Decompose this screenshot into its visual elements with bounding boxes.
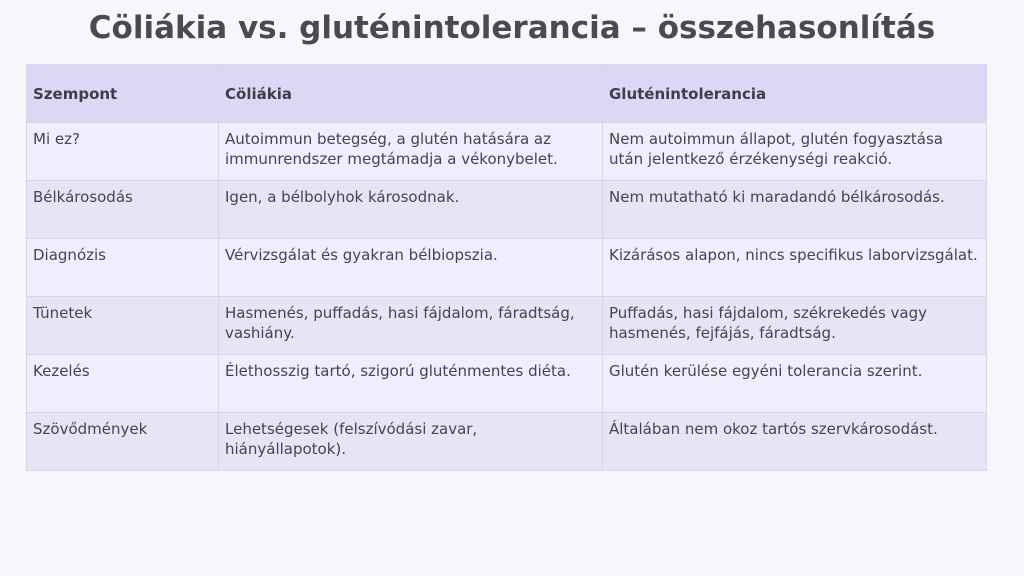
- header-gluten-intolerance: Gluténintolerancia: [603, 65, 987, 123]
- table-row: [27, 413, 987, 471]
- intolerance-cell: Kizárásos alapon, nincs specifikus laborvizsgálat.: [603, 239, 987, 297]
- table-header-row: [27, 65, 987, 123]
- table-row: [27, 239, 987, 297]
- table-row: [27, 297, 987, 355]
- intolerance-cell: Puffadás, hasi fájdalom, székrekedés vagy hasmenés, fejfájás, fáradtság.: [603, 297, 987, 355]
- celiac-cell: Lehetségesek (felszívódási zavar, hiányállapotok).: [219, 413, 603, 471]
- intolerance-cell: Glutén kerülése egyéni tolerancia szerint.: [603, 355, 987, 413]
- celiac-cell: Élethosszig tartó, szigorú gluténmentes diéta.: [219, 355, 603, 413]
- celiac-cell: Vérvizsgálat és gyakran bélbiopszia.: [219, 239, 603, 297]
- row-label: Mi ez?: [27, 123, 219, 181]
- intolerance-cell: Nem mutatható ki maradandó bélkárosodás.: [603, 181, 987, 239]
- row-label: Tünetek: [27, 297, 219, 355]
- celiac-cell: Hasmenés, puffadás, hasi fájdalom, fáradtság, vashiány.: [219, 297, 603, 355]
- row-label: Diagnózis: [27, 239, 219, 297]
- table-row: [27, 123, 987, 181]
- page-title: Cöliákia vs. gluténintolerancia – összehasonlítás: [88, 10, 936, 46]
- header-aspect: Szempont: [27, 65, 219, 123]
- header-celiac: Cöliákia: [219, 65, 603, 123]
- intolerance-cell: Nem autoimmun állapot, glutén fogyasztása után jelentkező érzékenységi reakció.: [603, 123, 987, 181]
- table-row: [27, 355, 987, 413]
- row-label: Kezelés: [27, 355, 219, 413]
- intolerance-cell: Általában nem okoz tartós szervkárosodást.: [603, 413, 987, 471]
- table-row: [27, 181, 987, 239]
- row-label: Bélkárosodás: [27, 181, 219, 239]
- row-label: Szövődmények: [27, 413, 219, 471]
- celiac-cell: Autoimmun betegség, a glutén hatására az immunrendszer megtámadja a vékonybelet.: [219, 123, 603, 181]
- celiac-cell: Igen, a bélbolyhok károsodnak.: [219, 181, 603, 239]
- comparison-table: [26, 64, 987, 471]
